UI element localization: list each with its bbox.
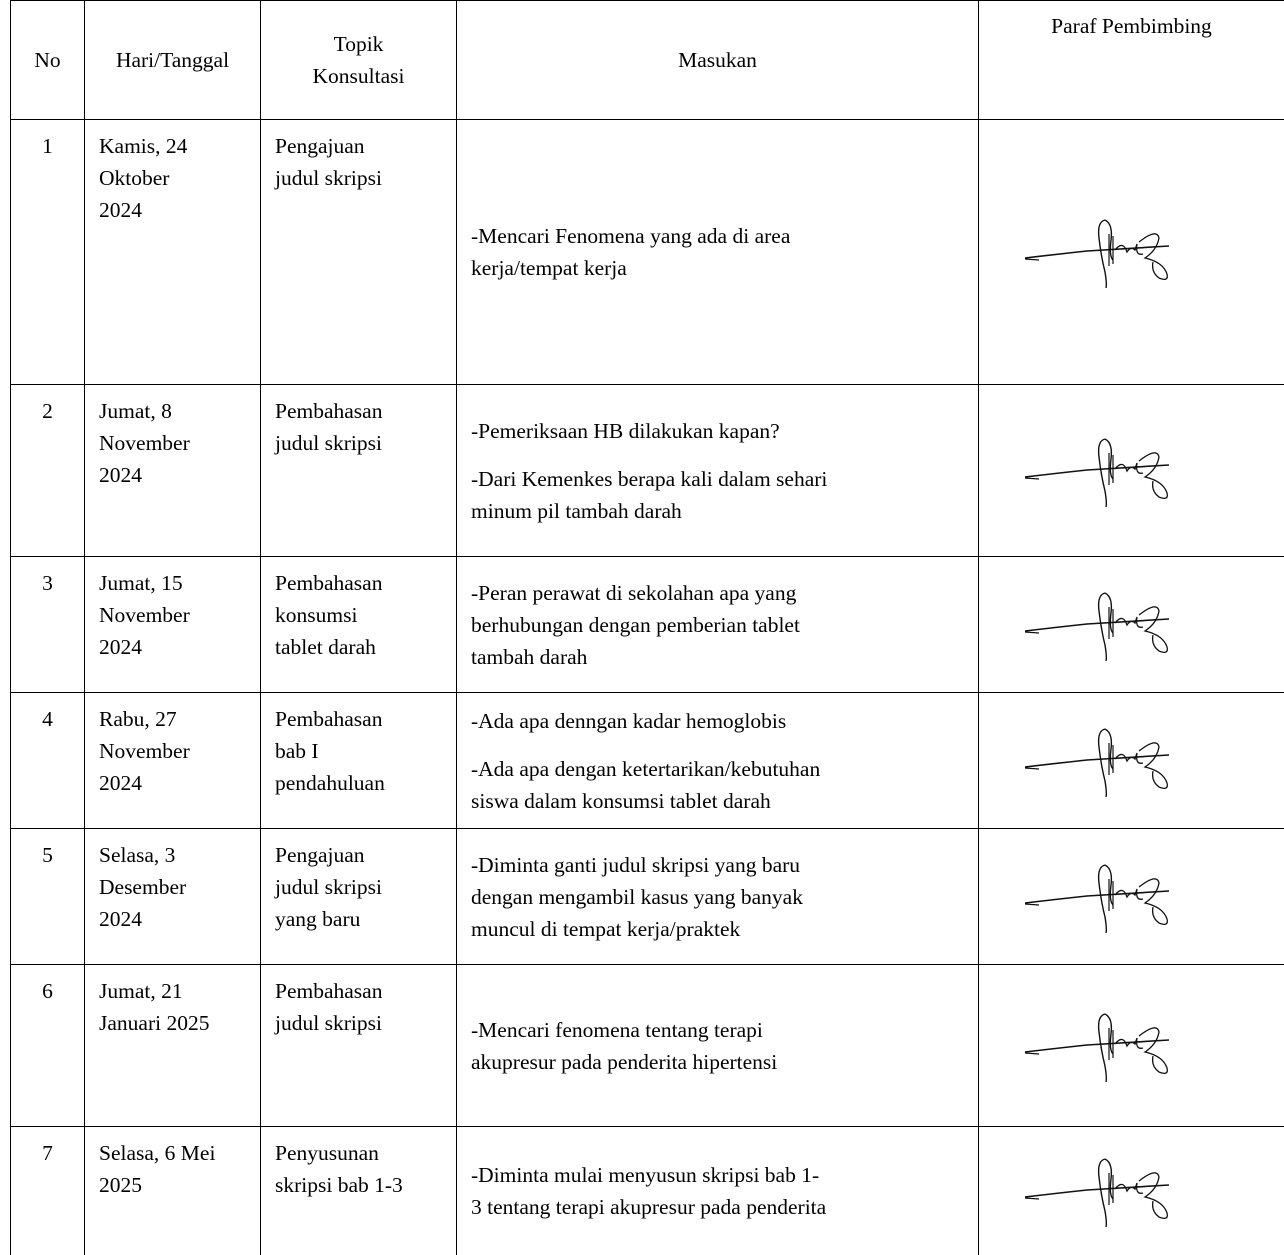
tanggal-line: Jumat, 8 xyxy=(99,395,260,427)
masukan-line: -Ada apa denngan kadar hemoglobis xyxy=(471,705,968,737)
cell-no: 7 xyxy=(11,1127,85,1255)
cell-masukan xyxy=(457,1127,979,1255)
tanggal-line: 2024 xyxy=(99,631,260,663)
cell-paraf xyxy=(979,965,1284,1127)
signature-image xyxy=(1019,861,1179,933)
tanggal-line: 2024 xyxy=(99,767,260,799)
tanggal-line: November xyxy=(99,427,260,459)
masukan-paragraph xyxy=(471,849,968,945)
cell-paraf xyxy=(979,120,1284,385)
signature-image xyxy=(1019,725,1179,797)
cell-topik xyxy=(261,693,457,829)
signature-image xyxy=(1019,216,1179,288)
cell-masukan xyxy=(457,385,979,557)
header-paraf: Paraf Pembimbing xyxy=(979,1,1284,120)
masukan-paragraph xyxy=(471,463,968,527)
topik-line: judul skripsi xyxy=(275,1007,456,1039)
topik-line: skripsi bab 1-3 xyxy=(275,1169,456,1201)
cell-paraf xyxy=(979,829,1284,965)
cell-tanggal xyxy=(85,385,261,557)
signature-image xyxy=(1019,1155,1179,1227)
cell-paraf xyxy=(979,557,1284,693)
topik-line: Pengajuan xyxy=(275,839,456,871)
tanggal-line: Jumat, 21 xyxy=(99,975,260,1007)
header-topik xyxy=(261,1,457,120)
masukan-line: kerja/tempat kerja xyxy=(471,252,968,284)
consultation-table xyxy=(10,0,1284,1255)
cell-no: 2 xyxy=(11,385,85,557)
header-tanggal: Hari/Tanggal xyxy=(85,1,261,120)
masukan-paragraph xyxy=(471,577,968,673)
masukan-line: 3 tentang terapi akupresur pada penderita xyxy=(471,1191,968,1223)
tanggal-line: November xyxy=(99,599,260,631)
table-row xyxy=(11,120,1284,385)
cell-no: 1 xyxy=(11,120,85,385)
header-row xyxy=(11,1,1284,120)
topik-line: pendahuluan xyxy=(275,767,456,799)
cell-topik xyxy=(261,965,457,1127)
cell-no: 6 xyxy=(11,965,85,1127)
tanggal-line: Desember xyxy=(99,871,260,903)
tanggal-line: November xyxy=(99,735,260,767)
masukan-line: muncul di tempat kerja/praktek xyxy=(471,913,968,945)
cell-tanggal xyxy=(85,965,261,1127)
masukan-line: -Dari Kemenkes berapa kali dalam sehari xyxy=(471,463,968,495)
masukan-line: minum pil tambah darah xyxy=(471,495,968,527)
tanggal-line: Selasa, 3 xyxy=(99,839,260,871)
tanggal-line: 2024 xyxy=(99,194,260,226)
cell-tanggal xyxy=(85,1127,261,1255)
tanggal-line: Selasa, 6 Mei xyxy=(99,1137,260,1169)
tanggal-line: 2024 xyxy=(99,903,260,935)
cell-topik xyxy=(261,385,457,557)
cell-masukan xyxy=(457,557,979,693)
cell-paraf xyxy=(979,1127,1284,1255)
tanggal-line: Januari 2025 xyxy=(99,1007,260,1039)
topik-line: judul skripsi xyxy=(275,427,456,459)
cell-topik xyxy=(261,557,457,693)
tanggal-line: Rabu, 27 xyxy=(99,703,260,735)
masukan-paragraph xyxy=(471,1159,968,1223)
topik-line: Pembahasan xyxy=(275,567,456,599)
cell-tanggal xyxy=(85,693,261,829)
cell-topik xyxy=(261,120,457,385)
topik-line: Pembahasan xyxy=(275,975,456,1007)
cell-tanggal xyxy=(85,557,261,693)
table-row xyxy=(11,829,1284,965)
table-row xyxy=(11,965,1284,1127)
table-row xyxy=(11,385,1284,557)
signature-image xyxy=(1019,589,1179,661)
masukan-paragraph xyxy=(471,415,968,447)
topik-line: Pengajuan xyxy=(275,130,456,162)
cell-paraf xyxy=(979,693,1284,829)
signature-image xyxy=(1019,435,1179,507)
tanggal-line: Kamis, 24 xyxy=(99,130,260,162)
cell-tanggal xyxy=(85,829,261,965)
masukan-line: -Ada apa dengan ketertarikan/kebutuhan xyxy=(471,753,968,785)
header-topik-line-2: Konsultasi xyxy=(313,64,405,88)
cell-masukan xyxy=(457,120,979,385)
cell-no: 5 xyxy=(11,829,85,965)
masukan-line: -Diminta ganti judul skripsi yang baru xyxy=(471,849,968,881)
tanggal-line: 2024 xyxy=(99,459,260,491)
tanggal-line: Jumat, 15 xyxy=(99,567,260,599)
topik-line: konsumsi xyxy=(275,599,456,631)
cell-topik xyxy=(261,829,457,965)
masukan-line: tambah darah xyxy=(471,641,968,673)
cell-topik xyxy=(261,1127,457,1255)
table-row xyxy=(11,693,1284,829)
masukan-line: berhubungan dengan pemberian tablet xyxy=(471,609,968,641)
table-row xyxy=(11,1127,1284,1255)
cell-tanggal xyxy=(85,120,261,385)
masukan-line: -Mencari fenomena tentang terapi xyxy=(471,1014,968,1046)
topik-line: Penyusunan xyxy=(275,1137,456,1169)
masukan-line: dengan mengambil kasus yang banyak xyxy=(471,881,968,913)
masukan-line: -Peran perawat di sekolahan apa yang xyxy=(471,577,968,609)
masukan-paragraph xyxy=(471,753,968,817)
topik-line: bab I xyxy=(275,735,456,767)
masukan-line: siswa dalam konsumsi tablet darah xyxy=(471,785,968,817)
topik-line: Pembahasan xyxy=(275,703,456,735)
header-topik-line-1: Topik xyxy=(334,32,384,56)
masukan-line: -Pemeriksaan HB dilakukan kapan? xyxy=(471,415,968,447)
masukan-paragraph xyxy=(471,1014,968,1078)
topik-line: judul skripsi xyxy=(275,871,456,903)
tanggal-line: Oktober xyxy=(99,162,260,194)
cell-paraf xyxy=(979,385,1284,557)
header-masukan: Masukan xyxy=(457,1,979,120)
masukan-line: -Mencari Fenomena yang ada di area xyxy=(471,220,968,252)
cell-masukan xyxy=(457,829,979,965)
tanggal-line: 2025 xyxy=(99,1169,260,1201)
topik-line: Pembahasan xyxy=(275,395,456,427)
cell-masukan xyxy=(457,693,979,829)
masukan-line: -Diminta mulai menyusun skripsi bab 1- xyxy=(471,1159,968,1191)
topik-line: judul skripsi xyxy=(275,162,456,194)
cell-no: 4 xyxy=(11,693,85,829)
cell-masukan xyxy=(457,965,979,1127)
masukan-line: akupresur pada penderita hipertensi xyxy=(471,1046,968,1078)
table-row xyxy=(11,557,1284,693)
cell-no: 3 xyxy=(11,557,85,693)
signature-image xyxy=(1019,1010,1179,1082)
masukan-paragraph xyxy=(471,705,968,737)
topik-line: yang baru xyxy=(275,903,456,935)
topik-line: tablet darah xyxy=(275,631,456,663)
masukan-paragraph xyxy=(471,220,968,284)
header-no: No xyxy=(11,1,85,120)
